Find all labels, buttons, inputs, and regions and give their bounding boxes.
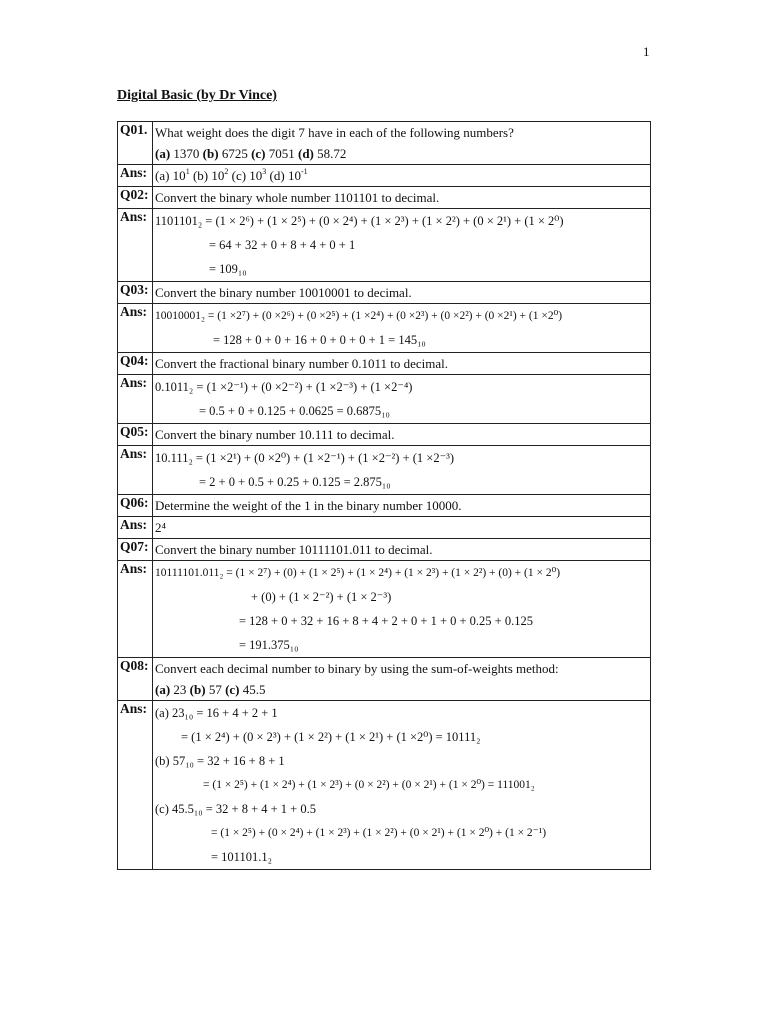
question-cell [153,495,651,517]
question-answer-table [117,121,651,870]
row-label: Q03: [118,282,153,304]
answer-line: + (0) + (1 × 2⁻²) + (1 × 2⁻³) [251,590,392,604]
question-text: Convert each decimal number to binary by using the sum-of-weights method: [155,661,559,676]
question-text: What weight does the digit 7 have in each of the following numbers? [155,125,514,140]
question-cell [153,353,651,375]
question-cell [153,658,651,701]
answer-line: = 109₁₀ [209,262,247,276]
answer-line: 10010001₂ = (1 ×2⁷) + (0 ×2⁶) + (0 ×2⁵) + (1 ×2⁴) + (0 ×2³) + (0 ×2²) + (0 ×2¹) + (1 ×2⁰) [155,310,563,322]
question-text: Convert the fractional binary number 0.1011 to decimal. [155,356,449,371]
table-row [118,446,651,495]
answer-line: = 64 + 32 + 0 + 8 + 4 + 0 + 1 [209,238,356,252]
page-number: 1 [643,44,650,59]
row-label: Q05: [118,424,153,446]
table-row [118,282,651,304]
answer-cell [153,446,651,495]
table-row [118,209,651,282]
answer-line: 2⁴ [155,520,167,535]
table-row [118,424,651,446]
question-options: (a) 1370 (b) 6725 (c) 7051 (d) 58.72 [155,146,347,161]
row-label: Ans: [118,517,153,539]
row-label: Ans: [118,701,153,870]
document-title: Digital Basic (by Dr Vince) [117,88,277,103]
answer-line: = 101101.1₂ [211,850,272,864]
question-cell [153,282,651,304]
answer-cell [153,304,651,353]
table-row [118,165,651,187]
question-text: Convert the binary number 10111101.011 to decimal. [155,542,433,557]
answer-line: (b) 57₁₀ = 32 + 16 + 8 + 1 [155,754,285,768]
question-text: Convert the binary number 10010001 to decimal. [155,285,412,300]
answer-line: 10111101.011₂ = (1 × 2⁷) + (0) + (1 × 2⁵) + (1 × 2⁴) + (1 × 2³) + (1 × 2²) + (0) + (1 × 2⁰) [155,567,561,579]
table-row [118,701,651,870]
row-label: Ans: [118,304,153,353]
answer-line: = (1 × 2⁵) + (1 × 2⁴) + (1 × 2³) + (0 × 2²) + (0 × 2¹) + (1 × 2⁰) = 111001₂ [203,779,535,791]
question-cell [153,187,651,209]
table-row [118,353,651,375]
row-label: Q07: [118,539,153,561]
table-row [118,187,651,209]
answer-line: = 128 + 0 + 0 + 16 + 0 + 0 + 0 + 1 = 145₁₀ [213,333,426,347]
answer-line: = (1 × 2⁵) + (0 × 2⁴) + (1 × 2³) + (1 × 2²) + (0 × 2¹) + (1 × 2⁰) + (1 × 2⁻¹) [211,827,547,839]
row-label: Ans: [118,561,153,658]
table-row [118,304,651,353]
table-row [118,658,651,701]
answer-line: = (1 × 2⁴) + (0 × 2³) + (1 × 2²) + (1 × 2¹) + (1 ×2⁰) = 10111₂ [181,730,481,744]
answer-cell [153,561,651,658]
row-label: Ans: [118,165,153,187]
row-label: Q02: [118,187,153,209]
answer-cell [153,701,651,870]
question-options: (a) 23 (b) 57 (c) 45.5 [155,682,266,697]
answer-line: = 191.375₁₀ [239,638,299,652]
question-cell [153,539,651,561]
row-label: Q01. [118,122,153,165]
answer-cell [153,517,651,539]
row-label: Ans: [118,209,153,282]
question-text: Determine the weight of the 1 in the binary number 10000. [155,498,462,513]
answer-cell [153,375,651,424]
answer-line: (c) 45.5₁₀ = 32 + 8 + 4 + 1 + 0.5 [155,802,316,816]
question-text: Convert the binary whole number 1101101 to decimal. [155,190,440,205]
answer-line: (a) $10^1$ (b) $10^2$ (c) $10^3$ (d) $10^{-1}$ [155,167,308,183]
table-row [118,539,651,561]
answer-line: = 0.5 + 0 + 0.125 + 0.0625 = 0.6875₁₀ [199,404,390,418]
answer-line: (a) 23₁₀ = 16 + 4 + 2 + 1 [155,706,278,720]
row-label: Q08: [118,658,153,701]
answer-line: 1101101₂ = (1 × 2⁶) + (1 × 2⁵) + (0 × 2⁴) + (1 × 2³) + (1 × 2²) + (0 × 2¹) + (1 × 2⁰) [155,214,564,228]
answer-cell [153,165,651,187]
answer-line: = 128 + 0 + 32 + 16 + 8 + 4 + 2 + 0 + 1 + 0 + 0.25 + 0.125 [239,614,533,628]
table-row [118,495,651,517]
answer-line: 10.111₂ = (1 ×2¹) + (0 ×2⁰) + (1 ×2⁻¹) + (1 ×2⁻²) + (1 ×2⁻³) [155,451,455,465]
answer-line: 0.1011₂ = (1 ×2⁻¹) + (0 ×2⁻²) + (1 ×2⁻³) + (1 ×2⁻⁴) [155,380,413,394]
row-label: Q06: [118,495,153,517]
answer-line: = 2 + 0 + 0.5 + 0.25 + 0.125 = 2.875₁₀ [199,475,391,489]
table-row [118,122,651,165]
question-cell [153,122,651,165]
row-label: Q04: [118,353,153,375]
question-text: Convert the binary number 10.111 to decimal. [155,427,395,442]
row-label: Ans: [118,446,153,495]
table-row [118,375,651,424]
row-label: Ans: [118,375,153,424]
table-row [118,517,651,539]
table-row [118,561,651,658]
answer-cell [153,209,651,282]
question-cell [153,424,651,446]
